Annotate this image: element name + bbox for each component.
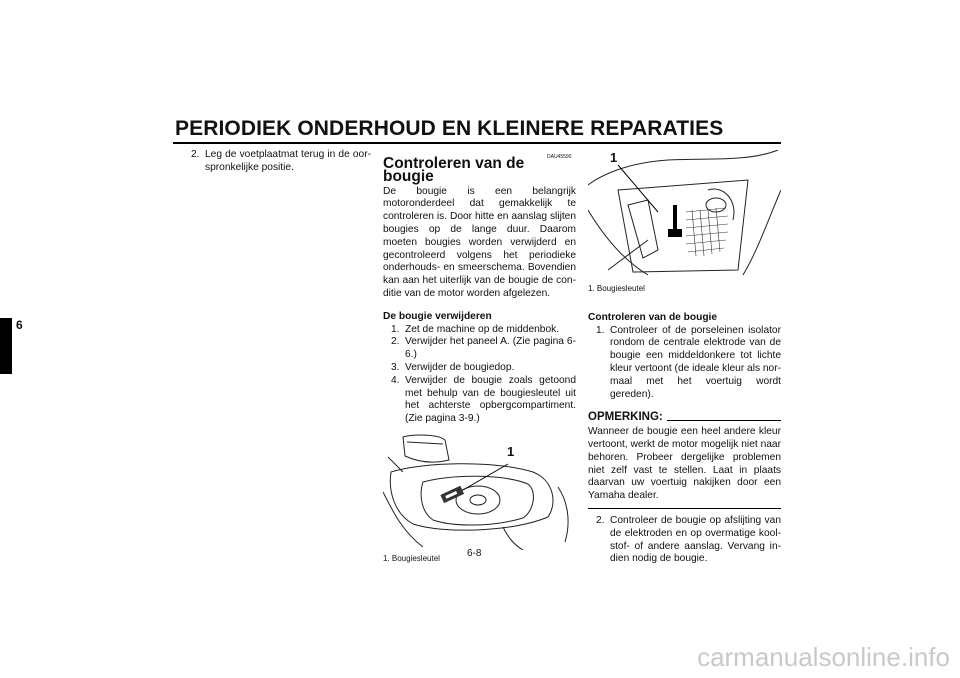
list-item [383,375,576,426]
page-number: 6-8 [467,548,482,559]
note-footer-rule [588,508,781,509]
figure-caption: 1. Bougiesleutel [383,553,440,563]
watermark: carmanualsonline.info [697,642,950,672]
list-item [383,336,576,362]
checking-heading: Controleren van de bougie [588,311,718,323]
figure-callout-number: 1 [507,443,515,459]
note-text: Wanneer de bougie een heel andere kleur vertoont, werkt de motor mogelijk niet naar behoren. Probeer dergelijke problemen niet zelf vast te stellen. Laat in plaats daarvan uw voertuig nakijken door een Yamaha dealer. [588,426,781,502]
header-rule [173,142,781,144]
figure-callout-number: 1 [610,150,618,165]
column-1 [183,149,371,175]
step-text: Verwijder de bougie zoals getoond met behulp van de bougiesleutel uit het achterste opbergcompartiment. (Zie pagina 3-9.) [405,374,576,425]
figure-spark-plug-location [588,150,781,277]
step-number: 3. [391,361,400,373]
removal-steps [383,324,576,426]
step-text: Zet de machine op de middenbok. [405,323,560,335]
step-text: Verwijder het paneel A. (Zie pagina 6-6.) [405,336,576,361]
list-item [383,362,576,375]
column-2 [383,150,576,566]
figure-seat-compartment [383,432,573,550]
list-item [383,324,576,337]
note-header [588,411,781,424]
checking-steps-continued [588,515,781,566]
list-item [183,149,371,175]
chapter-number: 6 [16,318,23,332]
step-number: 4. [391,374,400,386]
step-number: 2. [596,514,605,526]
figure-caption: 1. Bougiesleutel [588,284,645,293]
section-intro: De bougie is een belangrijk motoronderdeel dat gemakkelijk te controleren is. Door hitte en aanslag slijten bougies op de lange duur. Daarom moeten bougies worden verwijderd en gecontroleerd volgens het periodieke onderhouds- en smeerschema. Bovendien kan aan het uiterlijk van de bougie de con-ditie van de motor worden afgelezen. [383,185,576,299]
checking-steps [588,325,781,402]
list-item [588,325,781,402]
section-code: DAU45590 [547,154,572,160]
section-title: Controleren van de bougie [383,155,525,185]
step-list-continued [183,149,371,175]
step-number: 2. [191,149,200,160]
scooter-compartment-illustration [383,432,573,550]
removal-heading: De bougie verwijderen [383,310,492,322]
step-text: Controleer of de porseleinen isolator rondom de centrale elektrode van de bougie een middeldonkere tot lichte kleur vertoont (de ideale kleur als nor-maal met het voertuig wordt gereden). [610,324,782,400]
step-number: 1. [391,323,400,335]
chapter-tab-marker [0,318,12,374]
step-number: 2. [391,336,400,348]
note-label: OPMERKING: [588,411,663,424]
column-3 [588,150,781,566]
step-text: Controleer de bougie op afslijting van de elektroden en op overmatige kool-stof- of andere aanslag. Vervang in-dien nodig de bougie. [610,514,781,565]
note-header-rule [667,420,781,421]
page-header-title: PERIODIEK ONDERHOUD EN KLEINERE REPARATIES [175,117,724,140]
engine-illustration [588,150,781,277]
step-number: 1. [596,324,605,336]
step-text: Verwijder de bougiedop. [405,361,515,373]
list-item [588,515,781,566]
step-text: Leg de voetplaatmat terug in de oor-spronkelijke positie. [205,149,371,173]
